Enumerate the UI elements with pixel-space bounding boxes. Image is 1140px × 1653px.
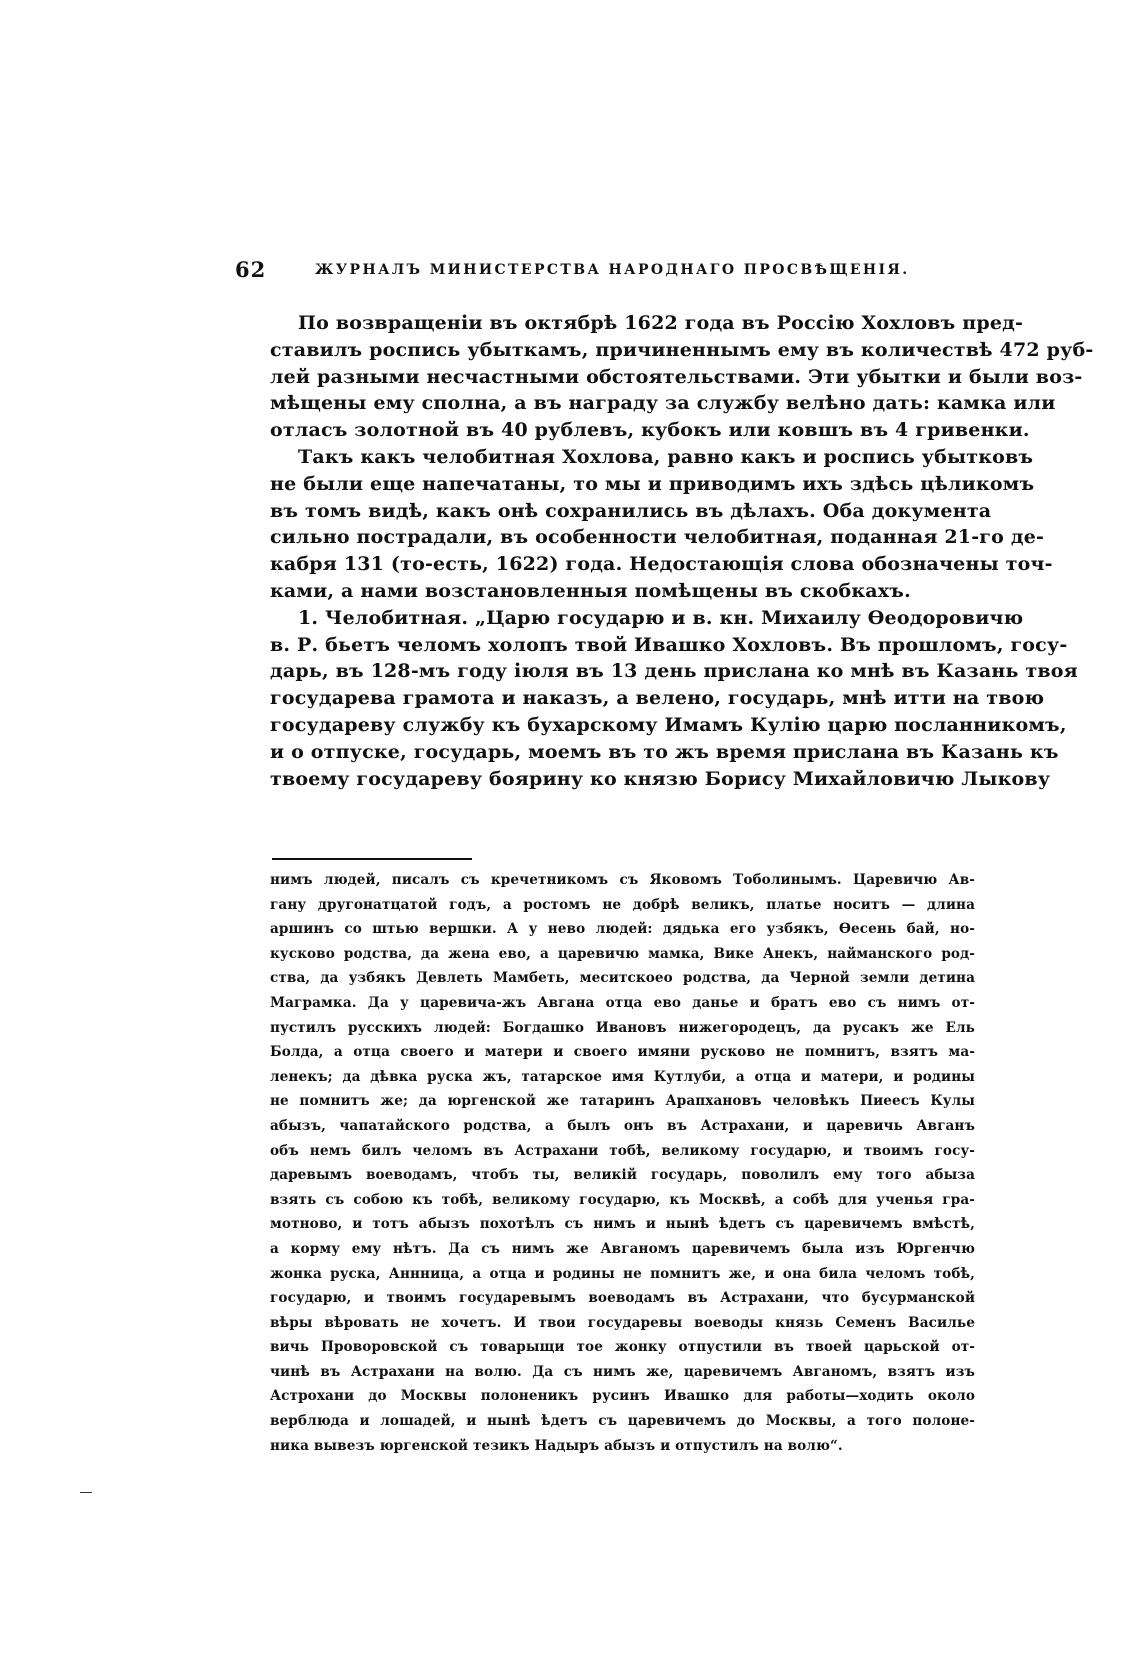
footnote-line: кусково родства, да жена ево, а царевичю мамка, Вике Анекъ, найманского род-: [270, 945, 975, 962]
footnote-line: даревымъ воеводамъ, чтобъ ты, великій государь, поволилъ ему того абыза: [270, 1167, 975, 1184]
footnote-line: гану другонатцатой годъ, а ростомъ не добрѣ великъ, платье носитъ — длина: [270, 896, 975, 913]
footnote-line: ника вывезъ юргенской тезикъ Надыръ абызъ и отпустилъ на волю“.: [270, 1437, 843, 1454]
body-line: 1. Челобитная. „Царю государю и в. кн. Михаилу Өеодоровичю: [298, 606, 1024, 629]
footnote-line: мотново, и тотъ абызъ похотѣлъ съ нимъ и нынѣ ѣдетъ съ царевичемъ вмѣстѣ,: [270, 1216, 975, 1233]
page-header: [235, 257, 910, 287]
footnote-line: не помнитъ же; да юргенской же татаринъ Арапхановъ человѣкъ Пиеесъ Кулы: [270, 1093, 975, 1110]
body-line: и о отпуске, государь, моемъ въ то жъ время прислана въ Казань къ: [270, 740, 1059, 763]
footnote-line: вѣры вѣровать не хочетъ. И твои государевы воеводы князь Семенъ Василье: [270, 1314, 975, 1331]
body-line: государева грамота и наказъ, а велено, государь, мнѣ итти на твою: [270, 687, 1045, 710]
footnote-line: ленекъ; да дѣвка руска жъ, татарское имя Кутлуби, а отца и матери, и родины: [270, 1068, 975, 1085]
footnote-line: верблюда и лошадей, и нынѣ ѣдетъ съ царевичемъ до Москвы, а того полоне-: [270, 1413, 975, 1430]
footnote-line: Болда, а отца своего и матери и своего имяни русково не помнитъ, взятъ ма-: [270, 1044, 975, 1061]
footnote-line: Астрохани до Москвы полоненикъ русинъ Ивашко для работы—ходить около: [270, 1388, 975, 1405]
footnote-line: аршинъ со штью вершки. А у нево людей: дядька его узбякъ, Өесень бай, но-: [270, 921, 975, 938]
page-number: 62: [235, 257, 267, 282]
body-line: не были еще напечатаны, то мы и приводимъ ихъ здѣсь цѣликомъ: [270, 472, 1035, 495]
footnote-line: чинѣ въ Астрахани на волю. Да съ нимъ же, царевичемъ Авганомъ, взятъ изъ: [270, 1363, 975, 1380]
footnote-line: абызъ, чапатайского родства, а былъ онъ въ Астрахани, и царевичь Авганъ: [270, 1117, 975, 1134]
body-line: ставилъ роспись убыткамъ, причиненнымъ ему въ количествѣ 472 руб-: [270, 338, 1094, 361]
footnote-line: а корму ему нѣтъ. Да съ нимъ же Авганомъ царевичемъ была изъ Юргенчю: [270, 1240, 975, 1257]
body-line: кабря 131 (то-есть, 1622) года. Недостающія слова обозначены точ-: [270, 553, 1053, 576]
footnote-line: пустилъ русскихъ людей: Богдашко Ивановъ нижегородецъ, да русакъ же Ель: [270, 1019, 975, 1036]
margin-mark: [80, 1492, 92, 1493]
body-line: лей разными несчастными обстоятельствами. Эти убытки и были воз-: [270, 365, 1083, 388]
footnote-line: взять съ собою къ тобѣ, великому государю, къ Москвѣ, а собѣ для ученья гра-: [270, 1191, 975, 1208]
body-line: государеву службу къ бухарскому Имамъ Кулію царю посланникомъ,: [270, 713, 1067, 736]
body-line: Такъ какъ челобитная Хохлова, равно какъ и роспись убытковъ: [298, 445, 1034, 468]
footnote-line: объ немъ билъ челомъ въ Астрахани тобѣ, великому государю, и твоимъ госу-: [270, 1142, 975, 1159]
body-line: въ томъ видѣ, какъ онѣ сохранились въ дѣлахъ. Оба документа: [270, 499, 992, 522]
running-title: ЖУРНАЛЪ МИНИСТЕРСТВА НАРОДНАГО ПРОСВѢЩЕНІЯ.: [315, 262, 910, 278]
body-line: мѣщены ему сполна, а въ награду за службу велѣно дать: камка или: [270, 392, 1056, 415]
footnote-line: вичь Проворовской съ товарыщи тое жонку отпустили въ твоей царьской от-: [270, 1339, 975, 1356]
body-line: сильно пострадали, въ особенности челобитная, поданная 21-го де-: [270, 526, 1045, 549]
body-line: отласъ золотной въ 40 рублевъ, кубокъ или ковшъ въ 4 гривенки.: [270, 419, 1030, 442]
body-line: в. Р. бьетъ челомъ холопъ твой Ивашко Хохловъ. Въ прошломъ, госу-: [270, 633, 1068, 656]
footnote-line: ства, да узбякъ Девлеть Мамбеть, меситскоео родства, да Черной земли детина: [270, 970, 975, 987]
footnote-text: [270, 868, 975, 1458]
main-body-text: [270, 310, 1094, 792]
footnote-divider: [272, 858, 472, 860]
body-line: По возвращеніи въ октябрѣ 1622 года въ Россію Хохловъ пред-: [298, 312, 1024, 334]
footnote-line: государю, и твоимъ государевымъ воеводамъ въ Астрахани, что бусурманской: [270, 1290, 975, 1307]
footnote-line: нимъ людей, писалъ съ кречетникомъ съ Яковомъ Тоболинымъ. Царевичю Ав-: [270, 872, 975, 888]
footnote-line: Маграмка. Да у царевича-жъ Авгана отца ево даньe и братъ ево съ нимъ от-: [270, 994, 975, 1011]
body-line: ками, а нами возстановленныя помѣщены въ скобкахъ.: [270, 579, 911, 602]
body-line: дарь, въ 128-мъ году іюля въ 13 день прислана ко мнѣ въ Казань твоя: [270, 660, 1078, 683]
body-line: твоему государеву боярину ко князю Борису Михайловичю Лыкову: [270, 767, 1051, 790]
footnote-line: жонка руска, Аннница, а отца и родины не помнитъ же, и она била челомъ тобѣ,: [270, 1265, 975, 1282]
